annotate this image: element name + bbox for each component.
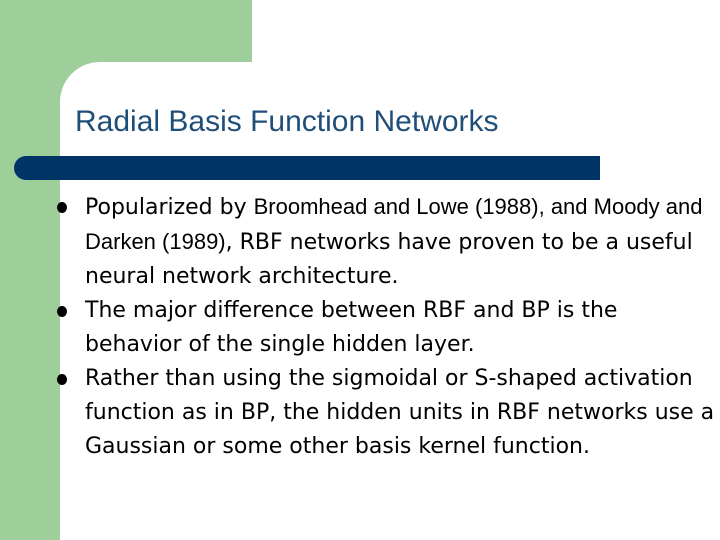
bullet-text-segment: The major difference between RBF and BP is the behavior of the single hidden layer. [85,298,618,357]
bullet-item [55,294,715,362]
title-divider-bar [14,156,600,180]
bullet-text-segment: Rather than using the sigmoidal or S-shaped activation function as in BP, the hidden units in RBF networks use a Gaussian or some other basis kernel function. [85,366,715,459]
bullet-dot-icon [57,306,67,317]
slide-title: Radial Basis Function Networks [75,105,499,138]
bullet-text-segment: , RBF networks have proven to be a useful neural network architecture. [85,230,693,289]
bullet-list [55,190,715,464]
bullet-dot-icon [57,374,67,385]
bullet-text-segment: Popularized by [85,195,254,220]
bullet-item [55,362,715,464]
bullet-text-segment: Broomhead and Lowe (1988), and Moody and Darken (1989) [85,194,703,254]
bullet-item [55,190,715,294]
bullet-dot-icon [57,202,67,213]
